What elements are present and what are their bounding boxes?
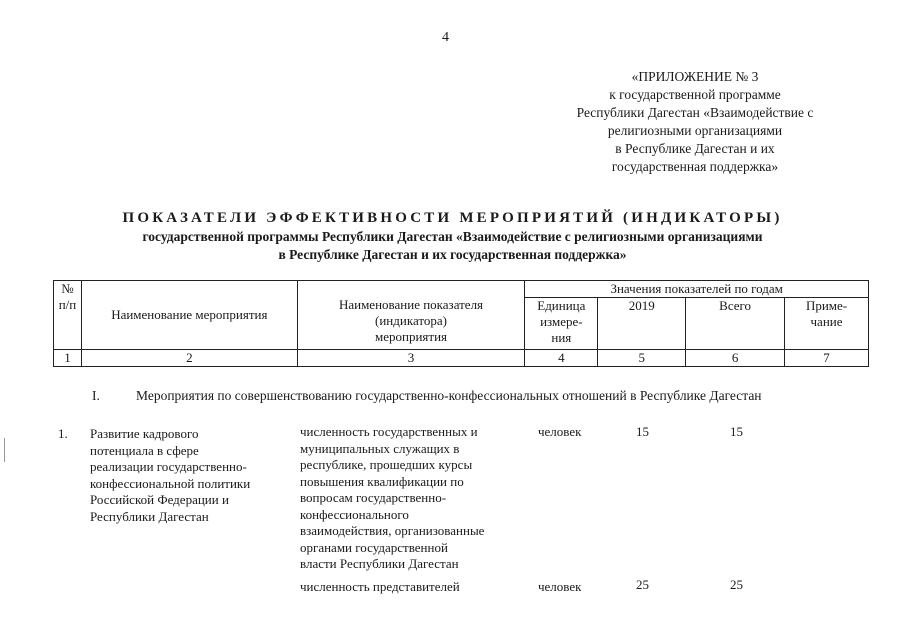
- page-number: 4: [442, 30, 449, 45]
- event-name-line: Республики Дагестан: [90, 508, 209, 524]
- indicator-line: численность представителей: [300, 579, 460, 594]
- header-num-line: №: [61, 281, 74, 296]
- indicator-line: повышения квалификации по: [300, 473, 464, 489]
- appendix-line: «ПРИЛОЖЕНИЕ № 3: [631, 69, 759, 84]
- section-number: I.: [92, 388, 100, 403]
- unit-value: человек: [538, 579, 582, 594]
- header-num-line: п/п: [58, 297, 77, 312]
- value-2019: 15: [636, 424, 649, 439]
- column-number: 6: [686, 350, 785, 367]
- title-line-1: ПОКАЗАТЕЛИ ЭФФЕКТИВНОСТИ МЕРОПРИЯТИЙ (ИНДИКАТОРЫ): [122, 210, 783, 226]
- indicator-line: власти Республики Дагестан: [300, 556, 459, 571]
- header-indicator-name: [297, 281, 525, 350]
- header-event-name: Наименование мероприятия: [81, 281, 297, 350]
- header-values-group: Значения показателей по годам: [525, 281, 869, 298]
- indicator-line: вопросам государственно-: [300, 490, 447, 505]
- event-name-line: потенциала в сфере: [90, 442, 199, 458]
- appendix-line: к государственной программе: [609, 87, 781, 102]
- document-title: [0, 208, 905, 264]
- column-number: 5: [598, 350, 686, 367]
- column-number: 3: [297, 350, 525, 367]
- indicator-line: численность государственных и: [300, 424, 478, 439]
- appendix-line: государственная поддержка»: [611, 159, 779, 174]
- indicator-line: взаимодействия, организованные: [300, 523, 485, 538]
- event-name-line: конфессиональной политики: [90, 475, 251, 491]
- section-title: Мероприятия по совершенствованию государственно-конфессиональных отношений в Республике Дагестан: [136, 388, 762, 403]
- column-number: 2: [81, 350, 297, 367]
- value-2019: 25: [636, 577, 649, 592]
- column-number: 7: [785, 350, 869, 367]
- indicator-line: республике, прошедших курсы: [300, 457, 473, 472]
- appendix-header: [560, 68, 830, 176]
- event-name-line: Российской Федерации и: [90, 492, 229, 507]
- appendix-line: Республики Дагестан «Взаимодействие с: [576, 105, 814, 120]
- indicators-table-header: [53, 280, 869, 367]
- value-total: 15: [730, 424, 743, 439]
- header-num: [54, 281, 82, 350]
- header-indicator-line: Наименование показателя: [338, 297, 484, 312]
- indicator-line: конфессионального: [300, 506, 409, 522]
- title-line-2: государственной программы Республики Дагестан «Взаимодействие с религиозными организациями: [142, 229, 763, 244]
- header-indicator-line: мероприятия: [375, 329, 448, 344]
- event-name: [90, 426, 290, 525]
- indicator-line: органами государственной: [300, 539, 448, 555]
- row-number: 1.: [58, 426, 68, 441]
- header-indicator-line: (индикатора): [375, 313, 447, 328]
- header-unit-line: Единица: [537, 298, 586, 313]
- header-unit-line: измере-: [540, 314, 583, 329]
- header-note-line: Приме-: [805, 298, 848, 313]
- unit-value: человек: [538, 424, 582, 439]
- header-note-line: чание: [810, 314, 843, 329]
- event-name-line: Развитие кадрового: [90, 426, 199, 441]
- appendix-line: религиозными организациями: [607, 123, 783, 138]
- scan-margin-mark: [4, 438, 5, 462]
- event-name-line: реализации государственно-: [90, 459, 247, 474]
- header-total: Всего: [686, 298, 785, 350]
- section-heading: [92, 388, 762, 404]
- title-line-3: в Республике Дагестан и их государственная поддержка»: [278, 247, 627, 262]
- header-unit-line: ния: [551, 330, 572, 345]
- appendix-line: в Республике Дагестан и их: [615, 141, 775, 156]
- header-note: [785, 298, 869, 350]
- header-unit: [525, 298, 598, 350]
- column-number: 4: [525, 350, 598, 367]
- column-number: 1: [54, 350, 82, 367]
- value-total: 25: [730, 577, 743, 592]
- indicator-name: [300, 424, 530, 573]
- header-year: 2019: [598, 298, 686, 350]
- indicator-line: муниципальных служащих в: [300, 440, 460, 456]
- indicator-name: [300, 579, 530, 596]
